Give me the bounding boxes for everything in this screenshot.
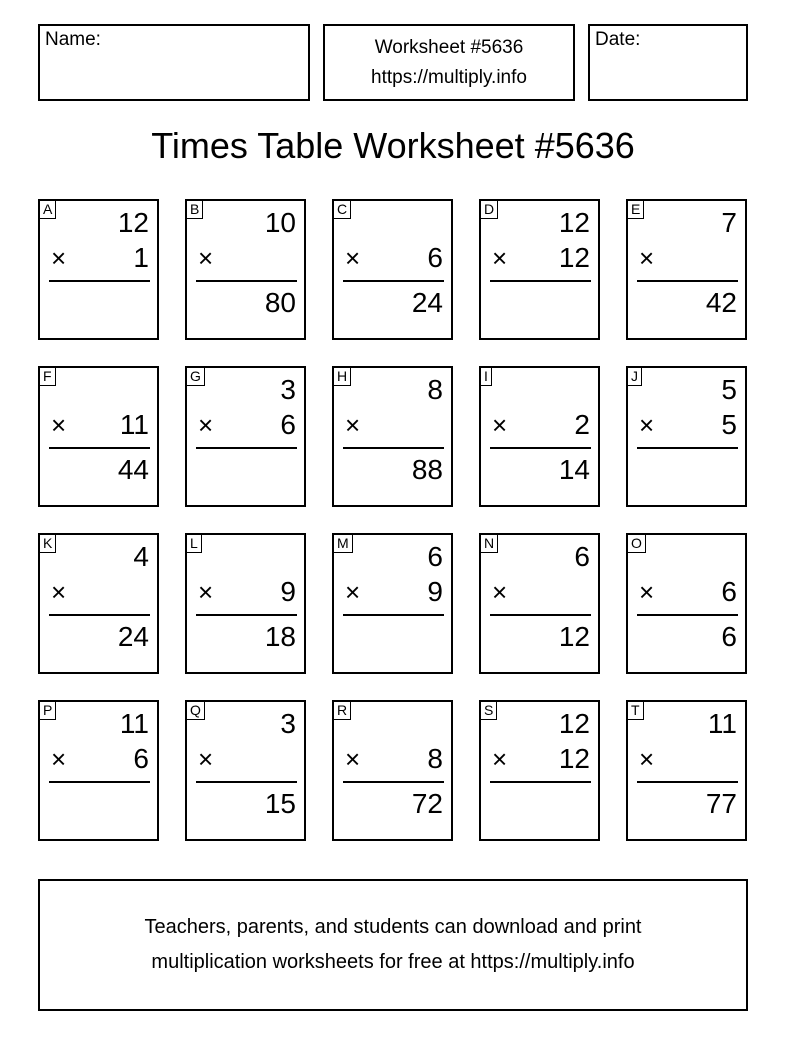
problem-label: B	[186, 200, 203, 219]
answer-line	[637, 447, 738, 449]
answer-line	[490, 447, 591, 449]
problem-label: H	[333, 367, 351, 386]
multiplicand: 12	[558, 708, 590, 739]
multiplicand: 11	[119, 708, 149, 739]
problem-box[interactable]	[185, 199, 306, 340]
product: 42	[705, 287, 737, 318]
product: 24	[411, 287, 443, 318]
multiplier: 8	[427, 743, 443, 774]
multiplier: 6	[721, 576, 737, 607]
problem-box[interactable]	[332, 700, 453, 841]
answer-line	[490, 781, 591, 783]
answer-line	[343, 614, 444, 616]
date-field-box[interactable]	[588, 24, 748, 101]
answer-line	[49, 447, 150, 449]
name-field-box[interactable]	[38, 24, 310, 101]
product: 44	[117, 454, 149, 485]
multiplier: 6	[133, 743, 149, 774]
problem-label: M	[333, 534, 353, 553]
answer-line	[196, 280, 297, 282]
multiplier: 11	[119, 409, 149, 440]
product: 15	[264, 788, 296, 819]
multiplier: 6	[427, 242, 443, 273]
multiplicand: 5	[721, 374, 737, 405]
multiply-sign: ×	[51, 577, 67, 607]
answer-line	[49, 280, 150, 282]
worksheet-number: Worksheet #5636	[374, 37, 524, 58]
multiply-sign: ×	[198, 744, 214, 774]
multiply-sign: ×	[198, 577, 214, 607]
answer-line	[343, 781, 444, 783]
answer-line	[196, 447, 297, 449]
footer-line-1: Teachers, parents, and students can download and print	[144, 916, 642, 938]
answer-line	[637, 280, 738, 282]
multiply-sign: ×	[198, 243, 214, 273]
multiplicand: 10	[264, 207, 296, 238]
problem-box[interactable]	[626, 366, 747, 507]
problem-label: L	[186, 534, 202, 553]
product: 72	[411, 788, 443, 819]
product: 18	[264, 621, 296, 652]
multiplicand: 4	[133, 541, 149, 572]
multiplicand: 3	[280, 374, 296, 405]
multiplier: 9	[427, 576, 443, 607]
multiplier: 6	[280, 409, 296, 440]
product: 24	[117, 621, 149, 652]
multiplier: 9	[280, 576, 296, 607]
name-label: Name:	[45, 29, 101, 50]
answer-line	[49, 614, 150, 616]
multiply-sign: ×	[198, 410, 214, 440]
problem-label: D	[480, 200, 498, 219]
multiplicand: 12	[558, 207, 590, 238]
multiply-sign: ×	[345, 410, 361, 440]
problem-box[interactable]	[479, 199, 600, 340]
problem-label: I	[480, 367, 492, 386]
product: 80	[264, 287, 296, 318]
problem-box[interactable]	[479, 366, 600, 507]
answer-line	[637, 781, 738, 783]
multiplicand: 7	[721, 207, 737, 238]
problem-box[interactable]	[626, 533, 747, 674]
problem-box[interactable]	[38, 199, 159, 340]
multiplicand: 3	[280, 708, 296, 739]
problem-label: G	[186, 367, 205, 386]
multiplier: 5	[721, 409, 737, 440]
multiplier: 12	[558, 743, 590, 774]
multiplicand: 6	[427, 541, 443, 572]
page-title: Times Table Worksheet #5636	[151, 125, 635, 166]
site-url: https://multiply.info	[371, 67, 527, 88]
multiply-sign: ×	[51, 744, 67, 774]
problem-box[interactable]	[185, 533, 306, 674]
answer-line	[49, 781, 150, 783]
multiply-sign: ×	[345, 577, 361, 607]
multiply-sign: ×	[639, 243, 655, 273]
multiplicand: 11	[707, 708, 737, 739]
problem-box[interactable]	[38, 533, 159, 674]
problem-box[interactable]	[185, 700, 306, 841]
multiply-sign: ×	[492, 577, 508, 607]
multiply-sign: ×	[345, 744, 361, 774]
problem-box[interactable]	[479, 700, 600, 841]
answer-line	[637, 614, 738, 616]
problem-label: P	[39, 701, 56, 720]
multiplicand: 6	[574, 541, 590, 572]
problem-box[interactable]	[38, 366, 159, 507]
multiply-sign: ×	[345, 243, 361, 273]
problem-box[interactable]	[185, 366, 306, 507]
answer-line	[343, 280, 444, 282]
date-label: Date:	[595, 29, 641, 50]
multiply-sign: ×	[51, 410, 67, 440]
multiplier: 1	[133, 242, 149, 273]
answer-line	[196, 781, 297, 783]
multiplier: 2	[574, 409, 590, 440]
problem-label: A	[39, 200, 56, 219]
problem-box[interactable]	[626, 199, 747, 340]
problem-label: O	[627, 534, 646, 553]
multiply-sign: ×	[51, 243, 67, 273]
product: 77	[705, 788, 737, 819]
multiply-sign: ×	[639, 744, 655, 774]
problem-box[interactable]	[332, 199, 453, 340]
worksheet-info-box	[323, 24, 575, 101]
product: 6	[721, 621, 737, 652]
multiply-sign: ×	[492, 410, 508, 440]
multiply-sign: ×	[492, 243, 508, 273]
answer-line	[490, 280, 591, 282]
problem-label: N	[480, 534, 498, 553]
answer-line	[343, 447, 444, 449]
multiply-sign: ×	[639, 410, 655, 440]
product: 14	[558, 454, 590, 485]
problem-label: Q	[186, 701, 205, 720]
problem-label: F	[39, 367, 56, 386]
problem-label: E	[627, 200, 644, 219]
product: 12	[558, 621, 590, 652]
footer-line-2: multiplication worksheets for free at https://multiply.info	[151, 951, 635, 973]
problem-box[interactable]	[332, 533, 453, 674]
problem-label: C	[333, 200, 351, 219]
product: 88	[411, 454, 443, 485]
multiplicand: 12	[117, 207, 149, 238]
answer-line	[196, 614, 297, 616]
problem-label: K	[39, 534, 56, 553]
footer-box	[38, 879, 748, 1011]
problem-box[interactable]	[479, 533, 600, 674]
multiply-sign: ×	[492, 744, 508, 774]
multiplicand: 8	[427, 374, 443, 405]
problem-label: T	[627, 701, 644, 720]
multiplier: 12	[558, 242, 590, 273]
problem-box[interactable]	[626, 700, 747, 841]
problem-label: R	[333, 701, 351, 720]
problem-label: S	[480, 701, 497, 720]
multiply-sign: ×	[639, 577, 655, 607]
problem-label: J	[627, 367, 642, 386]
problem-box[interactable]	[38, 700, 159, 841]
answer-line	[490, 614, 591, 616]
problem-box[interactable]	[332, 366, 453, 507]
